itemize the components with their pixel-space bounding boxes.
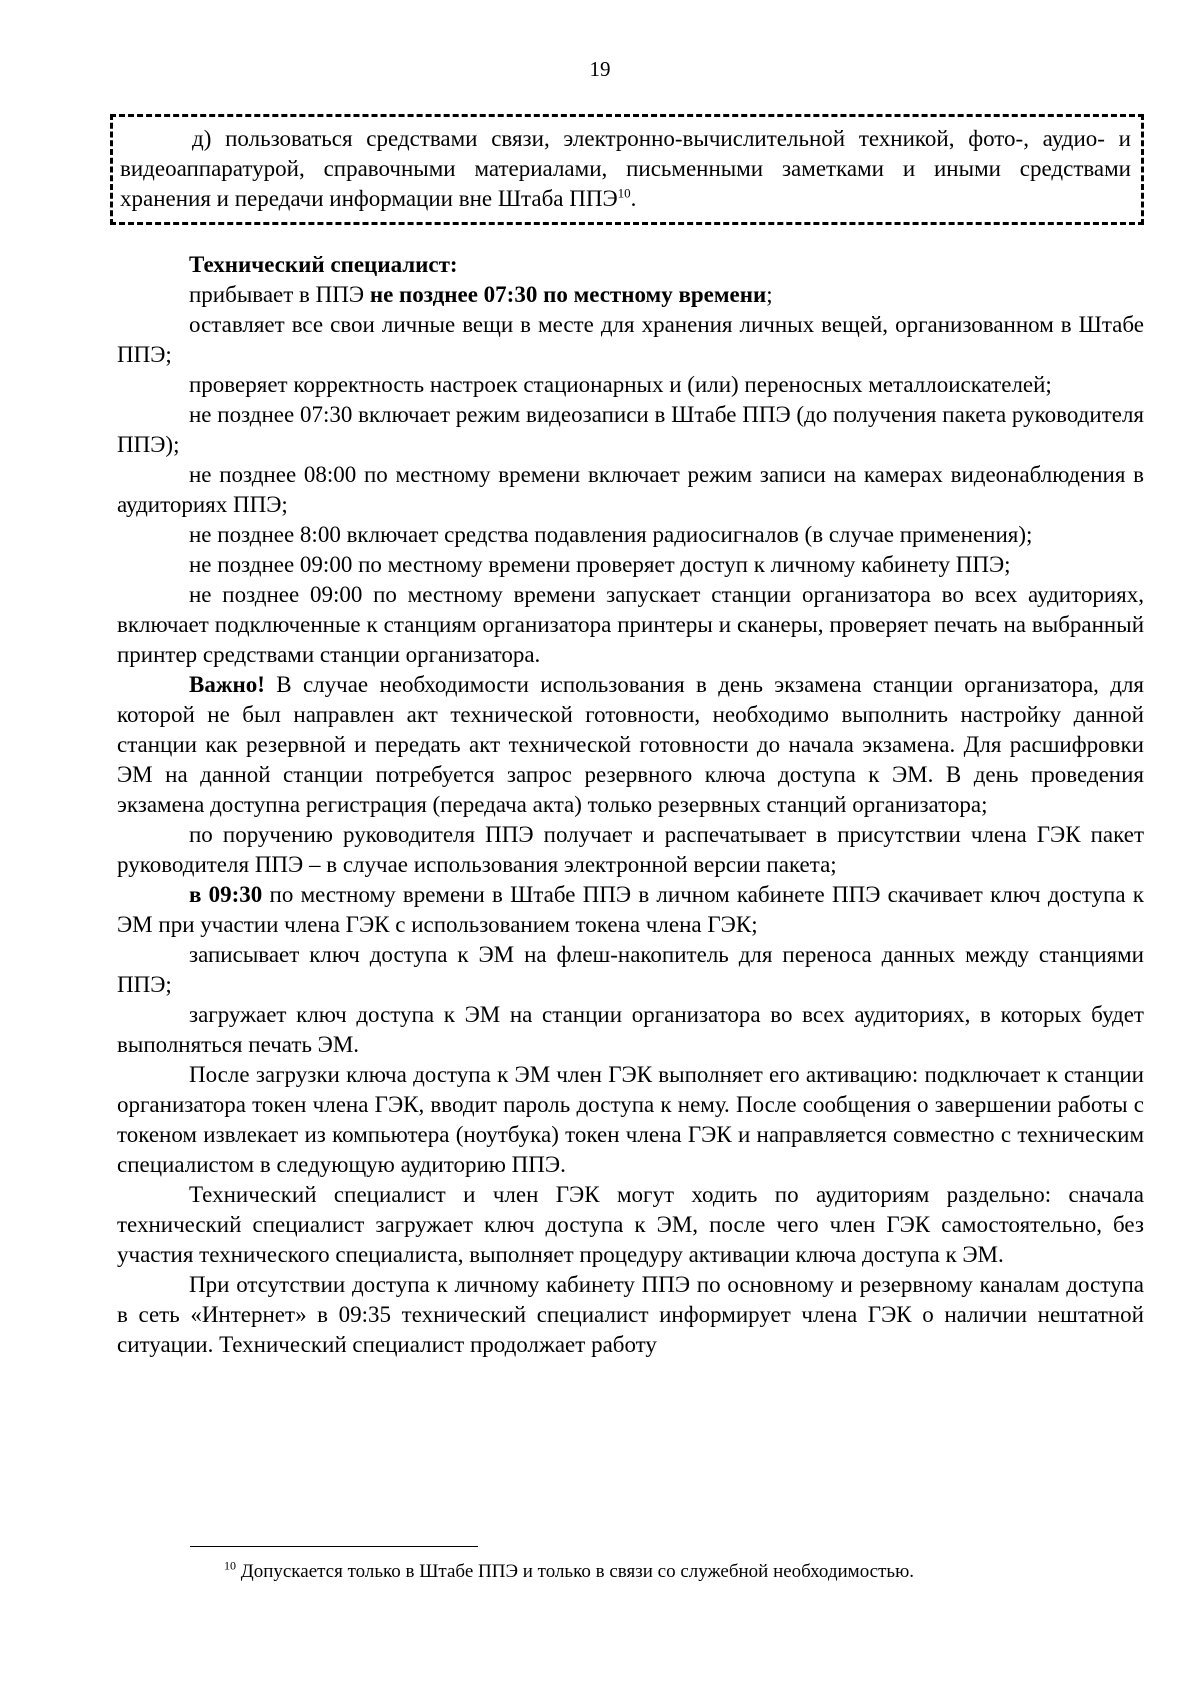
duty-paragraph: проверяет корректность настроек стационарных и (или) переносных металлоискателей; xyxy=(189,372,1052,397)
footnote-reference[interactable]: 10 xyxy=(617,185,631,201)
download-key-text: по местному времени в Штабе ППЭ в личном кабинете ППЭ скачивает ключ доступа к ЭМ при участии члена ГЭК с использованием токена члена ГЭК; xyxy=(117,882,1144,937)
arrival-paragraph xyxy=(117,280,1144,310)
footnote-text: Допускается только в Штабе ППЭ и только в связи со служебной необходимостью. xyxy=(236,1561,915,1582)
footnote-rule xyxy=(190,1546,478,1547)
duty-paragraph: записывает ключ доступа к ЭМ на флеш-накопитель для переноса данных между станциями ППЭ; xyxy=(117,942,1144,997)
section-heading: Технический специалист: xyxy=(189,252,458,277)
download-key-paragraph xyxy=(117,880,1144,940)
main-content xyxy=(117,250,1144,1360)
duty-paragraph: не позднее 07:30 включает режим видеозаписи в Штабе ППЭ (до получения пакета руководителя ППЭ); xyxy=(117,402,1144,457)
body-paragraph: После загрузки ключа доступа к ЭМ член ГЭК выполняет его активацию: подключает к станции организатора токен члена ГЭК, вводит пароль доступа к нему. После сообщения о завершении работы с токеном извлекает из компьютера (ноутбука) токен члена ГЭК и направляется совместно с техническим специалистом в следующую аудиторию ППЭ. xyxy=(117,1062,1144,1177)
arrival-end: ; xyxy=(766,282,773,307)
download-key-time: в 09:30 xyxy=(189,882,263,907)
duty-paragraph: оставляет все свои личные вещи в месте для хранения личных вещей, организованном в Штабе ППЭ; xyxy=(117,312,1144,367)
body-paragraph: При отсутствии доступа к личному кабинету ППЭ по основному и резервному каналам доступа в сеть «Интернет» в 09:35 технический специалист информирует члена ГЭК о наличии нештатной ситуации. Технический специалист продолжает работу xyxy=(117,1272,1144,1357)
arrival-time: не позднее 07:30 по местному времени xyxy=(369,282,767,307)
duty-paragraph: не позднее 09:00 по местному времени запускает станции организатора во всех аудиториях, включает подключенные к станциям организатора принтеры и сканеры, проверяет печать на выбранный принтер средствами станции организатора. xyxy=(117,582,1144,667)
important-paragraph xyxy=(117,670,1144,820)
body-paragraph: Технический специалист и член ГЭК могут ходить по аудиториям раздельно: сначала технический специалист загружает ключ доступа к ЭМ, после чего член ГЭК самостоятельно, без участия технического специалиста, выполняет процедуру активации ключа доступа к ЭМ. xyxy=(117,1182,1144,1267)
footnote-number: 10 xyxy=(224,1558,236,1573)
important-label: Важно! xyxy=(189,672,265,697)
page-number: 19 xyxy=(589,57,611,81)
duty-paragraph: по поручению руководителя ППЭ получает и распечатывает в присутствии члена ГЭК пакет руководителя ППЭ – в случае использования электронной версии пакета; xyxy=(117,822,1144,877)
duty-paragraph: не позднее 08:00 по местному времени включает режим записи на камерах видеонаблюдения в аудиториях ППЭ; xyxy=(117,462,1144,517)
footnote xyxy=(224,1560,1144,1584)
note-paragraph xyxy=(120,124,1131,214)
duty-paragraph: не позднее 8:00 включает средства подавления радиосигналов (в случае применения); xyxy=(189,522,1033,547)
note-text: д) пользоваться средствами связи, электронно-вычислительной техникой, фото-, аудио- и видеоаппаратурой, справочными материалами, письменными заметками и иными средствами хранения и передачи информации вне Штаба ППЭ xyxy=(120,126,1131,211)
note-end: . xyxy=(630,186,637,211)
duty-paragraph: загружает ключ доступа к ЭМ на станции организатора во всех аудиториях, в которых будет выполняться печать ЭМ. xyxy=(117,1002,1144,1057)
boxed-note xyxy=(110,114,1144,225)
important-text: В случае необходимости использования в день экзамена станции организатора, для которой не был направлен акт технической готовности, необходимо выполнить настройку данной станции как резервной и передать акт технической готовности до начала экзамена. Для расшифровки ЭМ на данной станции потребуется запрос резервного ключа доступа к ЭМ. В день проведения экзамена доступна регистрация (передача акта) только резервных станций организатора; xyxy=(117,672,1144,817)
duty-paragraph: не позднее 09:00 по местному времени проверяет доступ к личному кабинету ППЭ; xyxy=(189,552,1011,577)
arrival-text: прибывает в ППЭ xyxy=(189,282,370,307)
